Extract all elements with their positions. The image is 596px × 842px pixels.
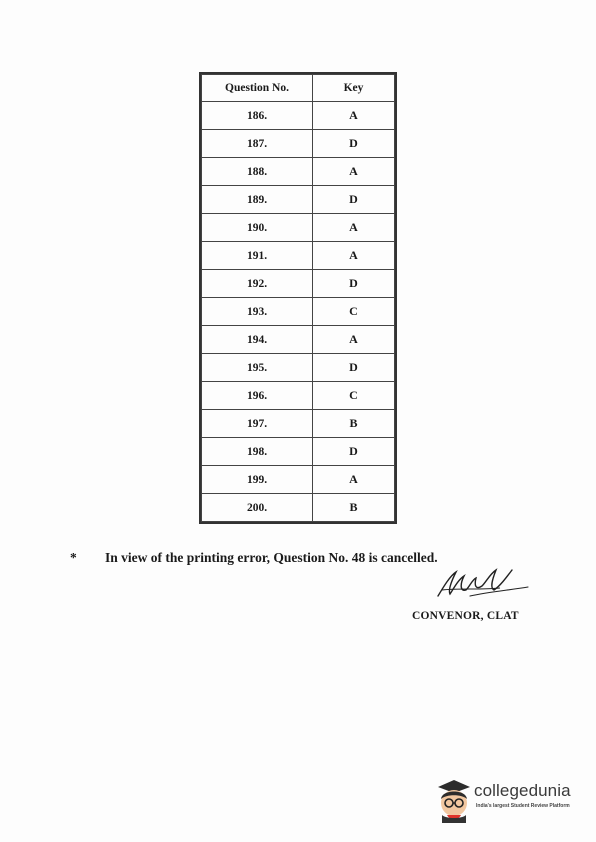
answer-key-cell: A bbox=[313, 466, 395, 494]
answer-key-rows bbox=[202, 102, 395, 522]
collegedunia-watermark bbox=[432, 775, 582, 823]
question-number-cell: 196. bbox=[202, 382, 313, 410]
answer-key-cell: A bbox=[313, 214, 395, 242]
table-row bbox=[202, 410, 395, 438]
question-number-cell: 187. bbox=[202, 130, 313, 158]
answer-key-cell: D bbox=[313, 186, 395, 214]
table-header-row bbox=[202, 75, 395, 102]
question-number-cell: 200. bbox=[202, 494, 313, 522]
table-row bbox=[202, 102, 395, 130]
table-row bbox=[202, 270, 395, 298]
question-number-cell: 189. bbox=[202, 186, 313, 214]
signature-image bbox=[430, 560, 530, 604]
question-no-header: Question No. bbox=[202, 75, 313, 102]
table-row bbox=[202, 354, 395, 382]
answer-key-cell: A bbox=[313, 102, 395, 130]
question-number-cell: 192. bbox=[202, 270, 313, 298]
answer-key-cell: D bbox=[313, 270, 395, 298]
note-text: In view of the printing error, Question No. 48 is cancelled. bbox=[105, 550, 438, 565]
question-number-cell: 195. bbox=[202, 354, 313, 382]
answer-key-cell: A bbox=[313, 242, 395, 270]
question-number-cell: 188. bbox=[202, 158, 313, 186]
signatory-title: CONVENOR, CLAT bbox=[412, 610, 519, 622]
answer-key-cell: B bbox=[313, 410, 395, 438]
table-row bbox=[202, 214, 395, 242]
question-number-cell: 190. bbox=[202, 214, 313, 242]
table-row bbox=[202, 298, 395, 326]
note-marker: * bbox=[70, 550, 77, 565]
table-row bbox=[202, 494, 395, 522]
answer-key-table bbox=[199, 72, 397, 524]
table-row bbox=[202, 130, 395, 158]
question-number-cell: 199. bbox=[202, 466, 313, 494]
brand-tagline: India's largest Student Review Platform bbox=[476, 803, 570, 809]
table-row bbox=[202, 382, 395, 410]
question-number-cell: 197. bbox=[202, 410, 313, 438]
table-row bbox=[202, 438, 395, 466]
brand-name: collegedunia bbox=[474, 781, 571, 800]
table-row bbox=[202, 186, 395, 214]
question-number-cell: 191. bbox=[202, 242, 313, 270]
table-row bbox=[202, 326, 395, 354]
answer-key-cell: C bbox=[313, 382, 395, 410]
answer-key-cell: B bbox=[313, 494, 395, 522]
key-header: Key bbox=[313, 75, 395, 102]
table-row bbox=[202, 158, 395, 186]
question-number-cell: 193. bbox=[202, 298, 313, 326]
question-number-cell: 194. bbox=[202, 326, 313, 354]
question-number-cell: 186. bbox=[202, 102, 313, 130]
answer-key-cell: D bbox=[313, 438, 395, 466]
table-row bbox=[202, 242, 395, 270]
answer-key-cell: D bbox=[313, 354, 395, 382]
table-row bbox=[202, 466, 395, 494]
answer-key-cell: C bbox=[313, 298, 395, 326]
answer-key-cell: A bbox=[313, 326, 395, 354]
question-number-cell: 198. bbox=[202, 438, 313, 466]
answer-key-cell: D bbox=[313, 130, 395, 158]
answer-key-cell: A bbox=[313, 158, 395, 186]
graduate-mascot-icon bbox=[432, 775, 476, 823]
